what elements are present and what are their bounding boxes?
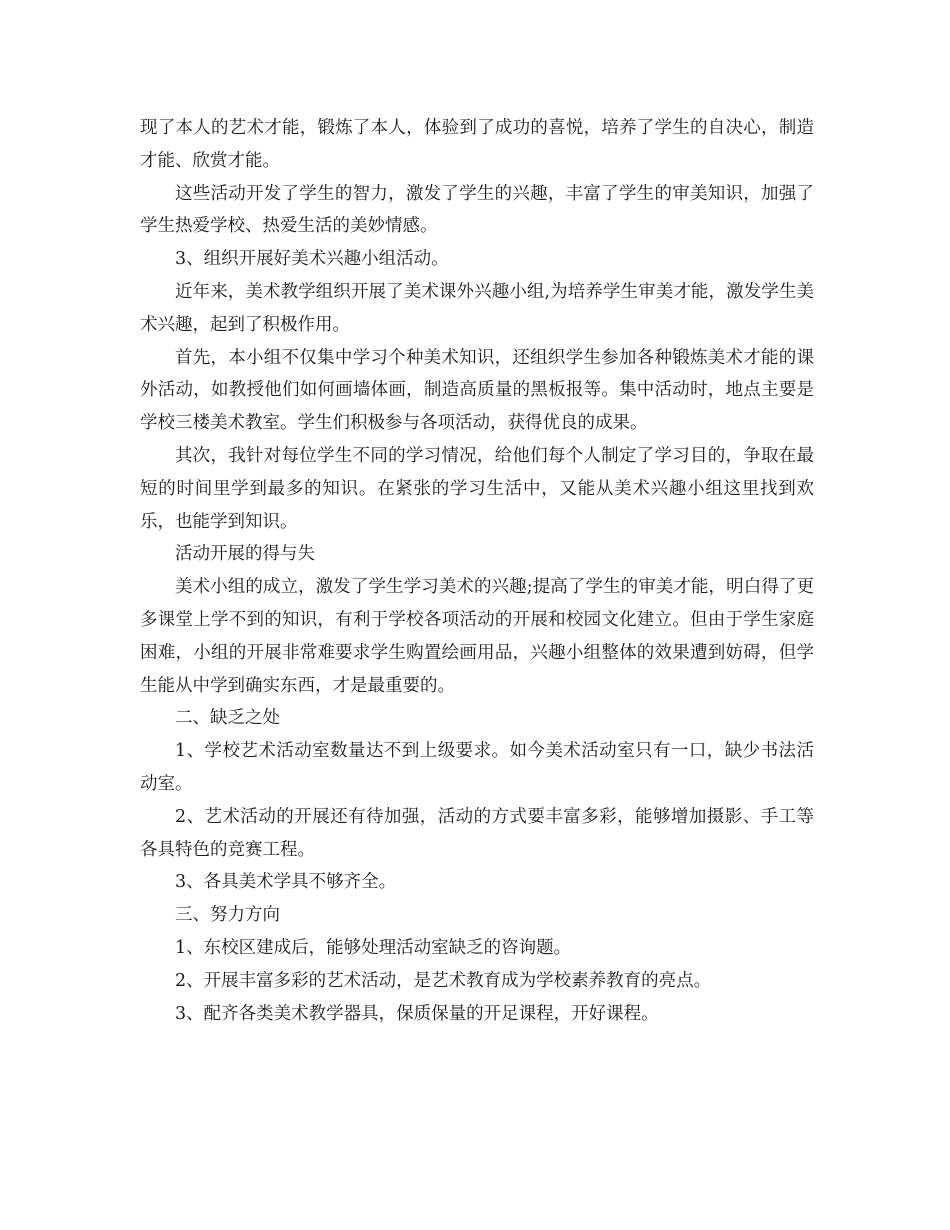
document-body (140, 112, 814, 1030)
section-heading-art-group: 3、组织开展好美术兴趣小组活动。 (175, 249, 449, 270)
paragraph-5: 首先，本小组不仅集中学习个种美术知识，还组织学生参加各种锻炼美术才能的课外活动，如教授他们如何画墙体画，制造高质量的黑板报等。集中活动时，地点主要是学校三楼美术教室。学生们积极参与各项活动，获得优良的成果。 (140, 347, 814, 434)
list-item-direction-3: 3、配齐各类美术教学器具，保质保量的开足课程，开好课程。 (175, 1003, 659, 1024)
paragraph-4: 近年来，美术教学组织开展了美术课外兴趣小组,为培养学生审美才能，激发学生美术兴趣，起到了积极作用。 (140, 281, 814, 335)
list-item-direction-2: 2、开展丰富多彩的艺术活动，是艺术教育成为学校素养教育的亮点。 (175, 970, 712, 991)
paragraph-8: 美术小组的成立，激发了学生学习美术的兴趣;提高了学生的审美才能，明白得了更多课堂上学不到的知识，有利于学校各项活动的开展和校园文化建立。但由于学生家庭困难，小组的开展非常难要求学生购置绘画用品，兴趣小组整体的效果遭到妨碍，但学生能从中学到确实东西，才是最重要的。 (140, 577, 814, 696)
subheading-gains-losses: 活动开展的得与失 (175, 544, 315, 565)
section-heading-direction: 三、努力方向 (175, 905, 280, 926)
section-heading-shortcomings: 二、缺乏之处 (175, 708, 280, 729)
list-item-shortcoming-3: 3、各具美术学具不够齐全。 (175, 872, 397, 893)
paragraph-1: 现了本人的艺术才能，锻炼了本人，体验到了成功的喜悦，培养了学生的自决心，制造才能、欣赏才能。 (140, 118, 814, 171)
paragraph-6: 其次，我针对每位学生不同的学习情况，给他们每个人制定了学习目的，争取在最短的时间里学到最多的知识。在紧张的学习生活中，又能从美术兴趣小组这里找到欢乐，也能学到知识。 (140, 445, 814, 532)
list-item-shortcoming-2: 2、艺术活动的开展还有待加强，活动的方式要丰富多彩，能够增加摄影、手工等各具特色的竞赛工程。 (140, 806, 814, 860)
list-item-shortcoming-1: 1、学校艺术活动室数量达不到上级要求。如今美术活动室只有一口，缺少书法活动室。 (140, 741, 814, 794)
list-item-direction-1: 1、东校区建成后，能够处理活动室缺乏的咨询题。 (175, 937, 572, 958)
paragraph-2: 这些活动开发了学生的智力，激发了学生的兴趣，丰富了学生的审美知识，加强了学生热爱学校、热爱生活的美妙情感。 (140, 183, 814, 237)
